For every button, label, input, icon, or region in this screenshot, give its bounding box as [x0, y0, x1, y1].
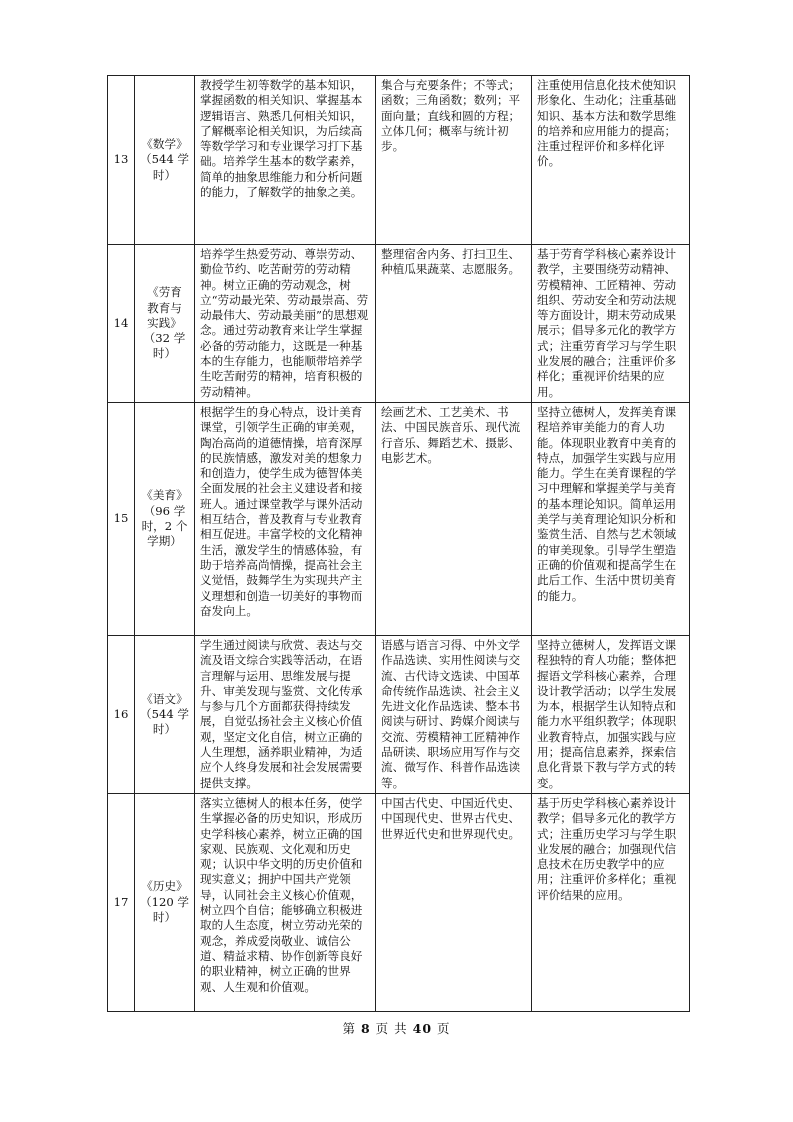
course-name — [135, 245, 195, 403]
course-name — [135, 793, 195, 1011]
course-name-line: 《美育》 — [141, 488, 188, 503]
course-name-line: 《语文》 — [141, 691, 188, 706]
row-number: 15 — [108, 402, 135, 635]
footer-prefix: 第 — [342, 1021, 356, 1036]
row-number: 16 — [108, 635, 135, 793]
footer-suffix: 页 — [437, 1021, 451, 1036]
row-number: 17 — [108, 793, 135, 1011]
row-number: 13 — [108, 76, 135, 245]
course-content: 集合与充要条件；不等式；函数；三角函数；数列；平面向量；直线和圆的方程；立体几何；概率与统计初步。 — [376, 76, 532, 245]
course-name-line: 时） — [152, 722, 177, 737]
course-content: 绘画艺术、工艺美术、书法、中国民族音乐、现代流行音乐、舞蹈艺术、摄影、电影艺术。 — [376, 402, 532, 635]
teaching-requirements: 基于劳育学科核心素养设计教学，主要围绕劳动精神、劳模精神、工匠精神、劳动组织、劳动安全和劳动法规等方面设计，期末劳动成果展示；倡导多元化的教学方式；注重劳育学习与学生职业发展的融合；注重评价多样化；重视评价结果的应用。 — [532, 245, 690, 403]
course-name-line: 实践》 — [147, 315, 182, 330]
course-name-line: 时，2 个 — [141, 518, 188, 533]
table-row — [108, 402, 690, 635]
course-name-line: 《劳育 — [147, 285, 182, 300]
table-row — [108, 635, 690, 793]
course-name-line: 《数学》 — [141, 137, 188, 152]
course-name-line: 学期） — [147, 534, 182, 549]
course-name-line: （96 学 — [143, 503, 186, 518]
total-page-number: 40 — [412, 1021, 433, 1036]
row-number: 14 — [108, 245, 135, 403]
course-table — [107, 75, 690, 1012]
course-name-line: （32 学 — [143, 331, 186, 346]
course-content: 中国古代史、中国近代史、中国现代史、世界古代史、世界近代史和世界现代史。 — [376, 793, 532, 1011]
course-goal: 教授学生初等数学的基本知识，掌握函数的相关知识、掌握基本逻辑语言、熟悉几何相关知识，了解概率论相关知识，为后续高等数学学习和专业课学习打下基础。培养学生基本的数学素养，简单的抽象思维能力和分析问题的能力，了解数学的抽象之美。 — [195, 76, 376, 245]
course-content: 语感与语言习得、中外文学作品选读、实用性阅读与交流、古代诗文选读、中国革命传统作品选读、社会主义先进文化作品选读、整本书阅读与研讨、跨媒介阅读与交流、劳模精神工匠精神作品研读、职场应用写作与交流、微写作、科普作品选读等。 — [376, 635, 532, 793]
page-footer — [0, 1019, 793, 1037]
teaching-requirements: 坚持立德树人，发挥语文课程独特的育人功能；整体把握语文学科核心素养，合理设计教学活动；以学生发展为本，根据学生认知特点和能力水平组织教学；体现职业教育特点，加强实践与应用；提高信息素养，探索信息化背景下教与学方式的转变。 — [532, 635, 690, 793]
course-goal: 学生通过阅读与欣赏、表达与交流及语文综合实践等活动，在语言理解与运用、思维发展与提升、审美发现与鉴赏、文化传承与参与几个方面都获得持续发展，自觉弘扬社会主义核心价值观，坚定文化自信，树立正确的人生理想，涵养职业精神，为适应个人终身发展和社会发展需要提供支撑。 — [195, 635, 376, 793]
course-name — [135, 76, 195, 245]
course-name — [135, 402, 195, 635]
footer-mid: 页 共 — [375, 1021, 408, 1036]
course-goal: 培养学生热爱劳动、尊崇劳动、勤俭节约、吃苦耐劳的劳动精神。树立正确的劳动观念，树立“劳动最光荣、劳动最崇高、劳动最伟大、劳动最美丽”的思想观念。通过劳动教育来让学生掌握必备的劳动能力，这既是一种基本的生存能力，也能顺带培养学生吃苦耐劳的精神，培育积极的劳动精神。 — [195, 245, 376, 403]
course-name-line: 教育与 — [147, 300, 182, 315]
course-name-line: 《历史》 — [141, 879, 188, 894]
course-name-line: 时） — [152, 910, 177, 925]
teaching-requirements: 坚持立德树人，发挥美育课程培养审美能力的育人功能。体现职业教育中美育的特点，加强学生实践与应用能力。学生在美育课程的学习中理解和掌握美学与美育的基本理论知识。简单运用美学与美育理论知识分析和鉴赏生活、自然与艺术领域的审美现象。引导学生塑造正确的价值观和提高学生在此后工作、生活中贯切美育的能力。 — [532, 402, 690, 635]
table-row — [108, 793, 690, 1011]
teaching-requirements: 注重使用信息化技术使知识形象化、生动化；注重基础知识、基本方法和数学思维的培养和应用能力的提高；注重过程评价和多样化评价。 — [532, 76, 690, 245]
course-name-line: （120 学 — [140, 894, 190, 909]
course-content: 整理宿舍内务、打扫卫生、种植瓜果蔬菜、志愿服务。 — [376, 245, 532, 403]
course-name-line: （544 学 — [140, 706, 190, 721]
table-row — [108, 76, 690, 245]
course-name-line: （544 学 — [140, 152, 190, 167]
course-goal: 根据学生的身心特点，设计美育课堂，引领学生正确的审美观，陶冶高尚的道德情操，培育深厚的民族情感，激发对美的想象力和创造力，使学生成为德智体美全面发展的社会主义建设者和接班人。通过课堂教学与课外活动相互结合，普及教育与专业教育相互促进。丰富学校的文化精神生活，激发学生的情感体验，有助于培养高尚情操，提高社会主义觉悟，鼓舞学生为实现共产主义理想和创造一切美好的事物而奋发向上。 — [195, 402, 376, 635]
course-name-line: 时） — [152, 346, 177, 361]
course-name — [135, 635, 195, 793]
current-page-number: 8 — [360, 1021, 371, 1036]
course-name-line: 时） — [152, 167, 177, 182]
teaching-requirements: 基于历史学科核心素养设计教学；倡导多元化的教学方式；注重历史学习与学生职业发展的融合；加强现代信息技术在历史教学中的应用；注重评价多样化；重视评价结果的应用。 — [532, 793, 690, 1011]
table-row — [108, 245, 690, 403]
course-goal: 落实立德树人的根本任务，使学生掌握必备的历史知识，形成历史学科核心素养，树立正确的国家观、民族观、文化观和历史观；认识中华文明的历史价值和现实意义；拥护中国共产党领导，认同社会主义核心价值观，树立四个自信；能够确立积极进取的人生态度，树立劳动光荣的观念，养成爱岗敬业、诚信公道、精益求精、协作创新等良好的职业精神，树立正确的世界观、人生观和价值观。 — [195, 793, 376, 1011]
